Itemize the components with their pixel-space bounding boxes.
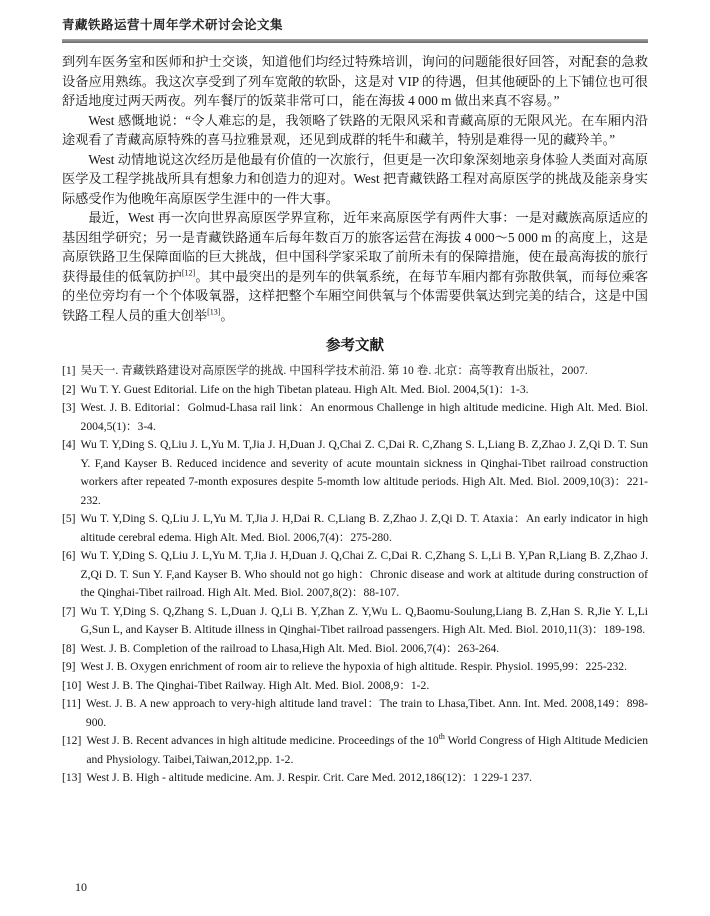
page-footer [75, 878, 87, 896]
reference-label: [8] [62, 641, 76, 655]
reference-label: [9] [62, 660, 76, 673]
reference-text [86, 695, 648, 732]
reference-item [62, 695, 648, 732]
running-header [62, 15, 648, 43]
reference-text [81, 362, 648, 381]
text-segment: West. J. B. Completion of the railroad to Lhasa,High Alt. Med. Biol. 2006,7(4)：263-264. [80, 641, 500, 655]
text-segment: 吴天一. 青藏铁路建设对高原医学的挑战. 中国科学技术前沿. 第 10 卷. 北京：高等教育出版社，2007. [80, 364, 588, 377]
reference-label: [13] [62, 771, 82, 784]
body-paragraph [62, 111, 648, 150]
reference-label: [7] [62, 604, 76, 618]
reference-item [62, 732, 648, 769]
reference-text [86, 732, 648, 769]
text-segment: 最近，West 再一次向世界高原医学界宣称，近年来高原医学有两件大事：一是对藏族高原适应的基因组学研究；另一是青藏铁路通车后每年数百万的旅客运营在海拔 4 000～5 000 m 的高度上，这是高原铁路卫生保障面临的巨大挑战，但中国科学家采取了前所未有的保障措施，使在最高海拔的旅行获得最佳的低氧防护 [62, 210, 648, 284]
reference-item [62, 769, 648, 788]
text-segment: 到列车医务室和医师和护士交谈，知道他们均经过特殊培训，询问的问题能很好回答，对配套的急救设备应用熟练。我这次享受到了列车宽敞的软卧，这是对 VIP 的待遇，但其他硬卧的上下铺位也可很舒适地度过两天两夜。列车餐厅的饭菜非常可口，能在海拔 4 000 m 做出来真不容易。” [62, 54, 648, 108]
reference-text [81, 640, 648, 659]
reference-item [62, 381, 648, 400]
text-segment: West. J. B. A new approach to very-high altitude land travel：The train to Lhasa,Tibet. Ann. Int. Med. 2008,149：898-900. [85, 697, 648, 729]
reference-label: [3] [62, 401, 76, 414]
reference-label: [1] [62, 364, 76, 377]
text-segment: World Congress of High Altitude Medicien and Physiology. Taibei,Taiwan,2012,pp. 1-2. [86, 734, 648, 766]
running-header-title: 青藏铁路运营十周年学术研讨会论文集 [62, 18, 284, 32]
reference-item [62, 547, 648, 603]
reference-text [86, 769, 648, 788]
reference-item [62, 677, 648, 696]
reference-item [62, 399, 648, 436]
reference-text [81, 510, 648, 547]
reference-text [81, 547, 648, 603]
body-paragraph [62, 208, 648, 325]
text-segment: West J. B. Recent advances in high altitude medicine. Proceedings of the 10 [86, 734, 439, 747]
text-segment: West. J. B. Editorial：Golmud-Lhasa rail link：An enormous Challenge in high altitude medicine. High Alt. Med. Biol. 2004,5(1)：3-4. [80, 401, 648, 433]
text-segment: West 动情地说这次经历是他最有价值的一次旅行，但更是一次印象深刻地亲身体验人类面对高原医学及工程学挑战所具有想象力和创造力的迎对。West 把青藏铁路工程对高原医学的挑战及能亲身实际感受作为他晚年高原医学生涯中的一件大事。 [62, 151, 648, 206]
text-segment: West J. B. High - altitude medicine. Am. J. Respir. Crit. Care Med. 2012,186(12)：1 229-1 237. [86, 771, 533, 784]
body-paragraph [62, 52, 648, 111]
header-rule [62, 39, 648, 43]
text-segment: West J. B. The Qinghai-Tibet Railway. High Alt. Med. Biol. 2008,9：1-2. [86, 678, 430, 692]
text-segment: West J. B. Oxygen enrichment of room air to relieve the hypoxia of high altitude. Respir. Physiol. 1995,99：225-232. [80, 660, 627, 673]
text-segment: Wu T. Y,Ding S. Q,Zhang S. L,Duan J. Q,Li B. Y,Zhan Z. Y,Wu L. Q,Baomu-Soulung,Liang B. Z,Han S. R,Jie Y. L,Li G,Sun L, and Kayser B. Altitude illness in Qinghai-Tibet railroad passengers. High Alt. Med. Biol. 2010,11(3)：189-198. [80, 604, 648, 636]
text-segment: Wu T. Y,Ding S. Q,Liu J. L,Yu M. T,Jia J. H,Duan J. Q,Chai Z. C,Dai R. C,Zhang S. L,Li B. Y,Pan R,Liang B. Z,Zhao J. Z,Qi D. T. Sun Y. F,and Kayser B. Who should not go high：Chronic disease and work at altitude during construction of the Qinghai-Tibet railroad. High Alt. Med. Biol. 2007,8(2)：88-107. [80, 549, 648, 599]
page-number: 10 [75, 880, 87, 894]
text-segment: Wu T. Y. Guest Editorial. Life on the high Tibetan plateau. High Alt. Med. Biol. 2004,5(1)：1-3. [80, 382, 529, 396]
reference-item [62, 362, 648, 381]
reference-label: [5] [62, 512, 76, 525]
reference-text [81, 436, 648, 510]
text-segment: West 感慨地说：“令人难忘的是，我领略了铁路的无限风采和青藏高原的无限风光。在车厢内沿途观看了青藏高原特殊的喜马拉雅景观，还见到成群的牦牛和藏羊，特别是难得一见的藏羚羊。” [62, 112, 648, 147]
reference-label: [2] [62, 382, 76, 396]
reference-label: [4] [62, 438, 76, 451]
text-segment: 。其中最突出的是列车的供氧系统，在每节车厢内都有弥散供氧，而每位乘客的坐位旁均有一个个体吸氧器，这样把整个车厢空间供氧与个体需要供氧达到完美的结合，这是中国铁路工程人员的重大创举 [62, 268, 649, 323]
reference-text [86, 677, 648, 696]
references-heading: 参考文献 [326, 338, 384, 354]
reference-label: [11] [62, 697, 81, 710]
reference-label: [10] [62, 678, 82, 692]
body-paragraphs [62, 52, 648, 325]
references-list [62, 362, 648, 788]
reference-label: [6] [62, 549, 76, 562]
text-segment: Wu T. Y,Ding S. Q,Liu J. L,Yu M. T,Jia J. H,Duan J. Q,Chai Z. C,Dai R. C,Zhang S. L,Liang B. Z,Zhao J. Z,Qi D. T. Sun Y. F,and Kayser B. Reduced incidence and severity of acute mountain sickness in Qinghai-Tibet railroad construction workers after repeated 7-month exposures despite 5-momth low altitude periods. High Alt. Med. Biol. 2009,10(3)：221-232. [80, 438, 648, 507]
reference-item [62, 436, 648, 510]
citation-superscript: th [438, 732, 445, 742]
reference-item [62, 658, 648, 677]
text-segment: 。 [220, 307, 234, 323]
reference-text [81, 399, 648, 436]
body-paragraph [62, 150, 648, 209]
reference-text [81, 658, 648, 677]
reference-text [81, 603, 648, 640]
reference-label: [12] [62, 734, 82, 747]
text-segment: Wu T. Y,Ding S. Q,Liu J. L,Yu M. T,Jia J. H,Dai R. C,Liang B. Z,Zhao J. Z,Qi D. T. Ataxia：An early indicator in high altitude cerebral edema. High Alt. Med. Biol. 2006,7(4)：275-280. [80, 512, 648, 544]
citation-superscript: [13] [207, 307, 221, 317]
reference-text [81, 381, 648, 400]
reference-item [62, 640, 648, 659]
citation-superscript: [12] [181, 268, 196, 278]
reference-item [62, 510, 648, 547]
reference-item [62, 603, 648, 640]
